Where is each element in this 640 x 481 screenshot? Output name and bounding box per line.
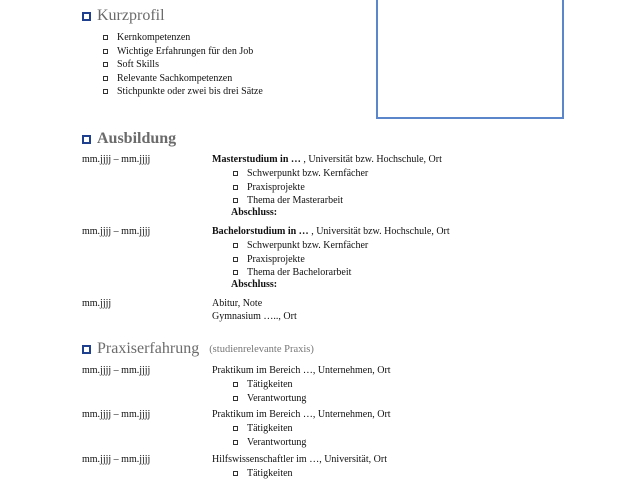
list-item: Schwerpunkt bzw. Kernfächer (233, 239, 368, 253)
entry-list (233, 239, 368, 280)
bullet-square-icon (233, 382, 238, 387)
section-title: Kurzprofil (97, 7, 165, 24)
entry-line: Praktikum im Bereich …, Unternehmen, Ort (212, 365, 391, 376)
bullet-square-icon (233, 396, 238, 401)
entry-date: mm.jjjj – mm.jjjj (82, 454, 151, 465)
list-item: Tätigkeiten (233, 378, 306, 392)
entry-date: mm.jjjj – mm.jjjj (82, 154, 151, 165)
entry-line: Gymnasium ….., Ort (212, 311, 297, 322)
degree-title: Bachelorstudium in … (212, 226, 309, 237)
list-item: Thema der Masterarbeit (233, 194, 368, 208)
degree-place: , Universität bzw. Hochschule, Ort (308, 226, 450, 237)
checkbox-square-icon (82, 135, 91, 144)
degree-place: , Universität bzw. Hochschule, Ort (300, 154, 442, 165)
abschluss-label: Abschluss: (231, 279, 278, 290)
list-item: Praxisprojekte (233, 181, 368, 195)
list-item: Wichtige Erfahrungen für den Job (103, 45, 263, 59)
entry-date: mm.jjjj (82, 298, 112, 309)
degree-title: Masterstudium in … (212, 154, 301, 165)
bullet-square-icon (233, 185, 238, 190)
entry-heading (212, 154, 442, 165)
section-praxis-heading (82, 340, 314, 358)
entry-list (233, 467, 293, 481)
photo-placeholder (376, 0, 564, 119)
list-item: Schwerpunkt bzw. Kernfächer (233, 167, 368, 181)
section-kurzprofil-heading (82, 7, 165, 25)
bullet-square-icon (233, 440, 238, 445)
entry-date: mm.jjjj – mm.jjjj (82, 226, 151, 237)
bullet-square-icon (233, 471, 238, 476)
kurzprofil-list (103, 31, 263, 99)
bullet-square-icon (103, 49, 108, 54)
entry-heading (212, 226, 450, 237)
list-item: Stichpunkte oder zwei bis drei Sätze (103, 85, 263, 99)
list-item: Thema der Bachelorarbeit (233, 266, 368, 280)
bullet-square-icon (233, 198, 238, 203)
entry-date: mm.jjjj – mm.jjjj (82, 409, 151, 420)
bullet-square-icon (103, 62, 108, 67)
section-title: Praxiserfahrung (97, 340, 200, 357)
list-item: Relevante Sachkompetenzen (103, 72, 263, 86)
entry-line: Abitur, Note (212, 298, 263, 309)
list-item: Kernkompetenzen (103, 31, 263, 45)
entry-list (233, 378, 306, 405)
bullet-square-icon (233, 171, 238, 176)
abschluss-label: Abschluss: (231, 207, 278, 218)
section-title: Ausbildung (97, 130, 177, 147)
entry-line: Praktikum im Bereich …, Unternehmen, Ort (212, 409, 391, 420)
entry-list (233, 167, 368, 208)
bullet-square-icon (233, 270, 238, 275)
entry-line: Hilfswissenschaftler im …, Universität, Ort (212, 454, 387, 465)
list-item: Soft Skills (103, 58, 263, 72)
list-item: Verantwortung (233, 436, 306, 450)
checkbox-square-icon (82, 12, 91, 21)
section-ausbildung-heading (82, 130, 176, 148)
bullet-square-icon (103, 89, 108, 94)
entry-date: mm.jjjj – mm.jjjj (82, 365, 151, 376)
bullet-square-icon (233, 243, 238, 248)
list-item: Verantwortung (233, 392, 306, 406)
bullet-square-icon (233, 426, 238, 431)
bullet-square-icon (103, 76, 108, 81)
list-item: Tätigkeiten (233, 467, 293, 481)
bullet-square-icon (103, 35, 108, 40)
bullet-square-icon (233, 257, 238, 262)
checkbox-square-icon (82, 345, 91, 354)
entry-list (233, 422, 306, 449)
section-subtitle: (studienrelevante Praxis) (209, 343, 314, 355)
list-item: Praxisprojekte (233, 253, 368, 267)
list-item: Tätigkeiten (233, 422, 306, 436)
